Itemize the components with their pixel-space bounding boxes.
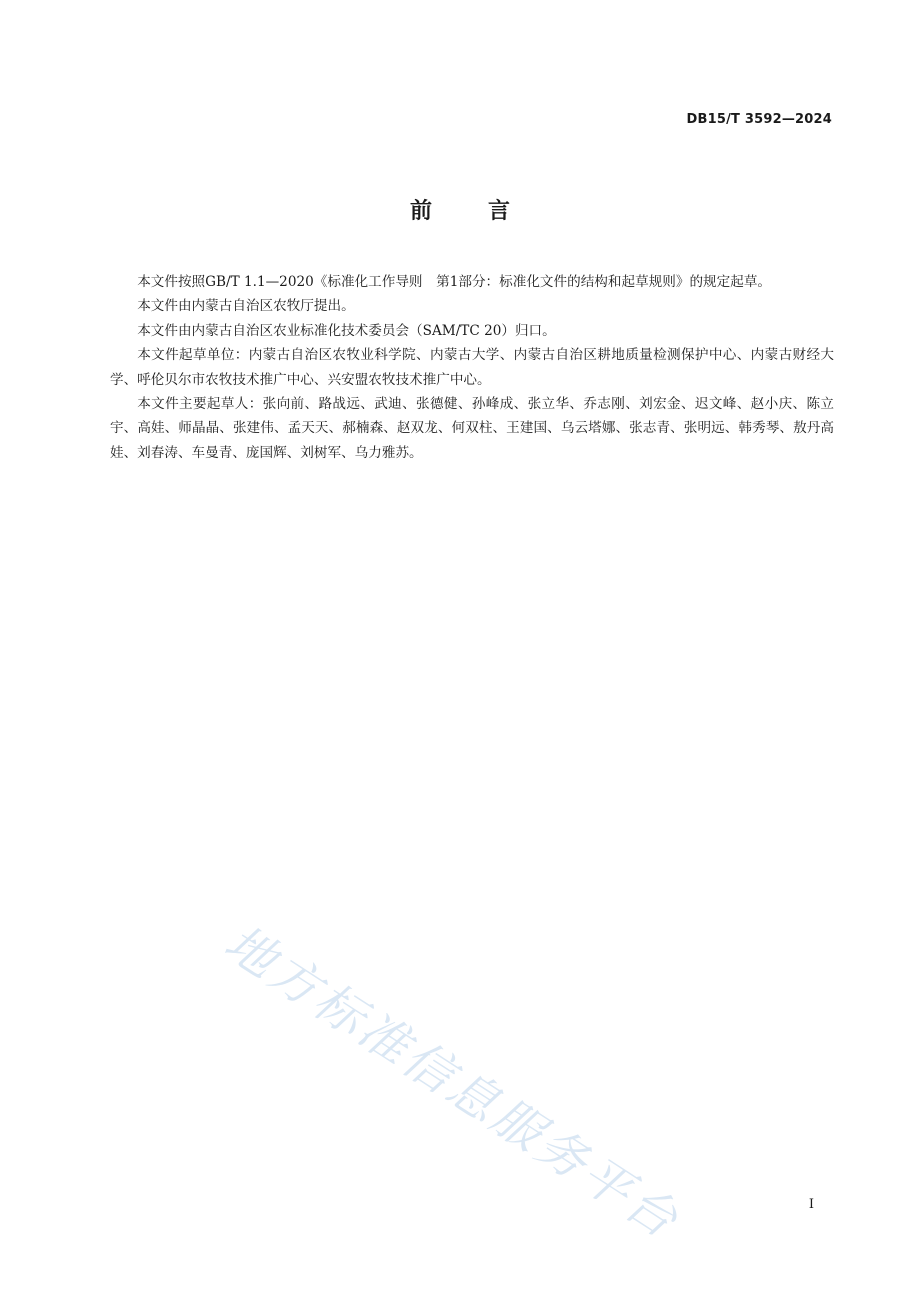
paragraph-drafters: 本文件主要起草人：张向前、路战远、武迪、张德健、孙峰成、张立华、乔志刚、刘宏金、迟文峰、赵小庆、陈立宇、高娃、师晶晶、张建伟、孟天天、郝楠森、赵双龙、何双柱、王建国、乌云塔娜、张志青、张明远、韩秀琴、敖丹高娃、刘春涛、车曼青、庞国辉、刘树军、乌力雅苏。: [110, 396, 834, 461]
body-text: [110, 270, 834, 465]
document-code: DB15/T 3592—2024: [686, 112, 832, 127]
page-number: I: [808, 1197, 814, 1212]
page-title: 前言: [409, 199, 566, 224]
paragraph-drafting-rules: 本文件按照GB/T 1.1—2020《标准化工作导则 第1部分：标准化文件的结构和起草规则》的规定起草。: [137, 274, 772, 290]
paragraph-proposer: 本文件由内蒙古自治区农牧厅提出。: [137, 298, 355, 315]
watermark: 地方标准信息服务平台: [214, 914, 691, 1251]
paragraph-drafting-units: 本文件起草单位：内蒙古自治区农牧业科学院、内蒙古大学、内蒙古自治区耕地质量检测保护中心、内蒙古财经大学、呼伦贝尔市农牧技术推广中心、兴安盟农牧技术推广中心。: [110, 347, 834, 388]
paragraph-centralized-unit: 本文件由内蒙古自治区农业标准化技术委员会（SAM/TC 20）归口。: [137, 322, 556, 339]
